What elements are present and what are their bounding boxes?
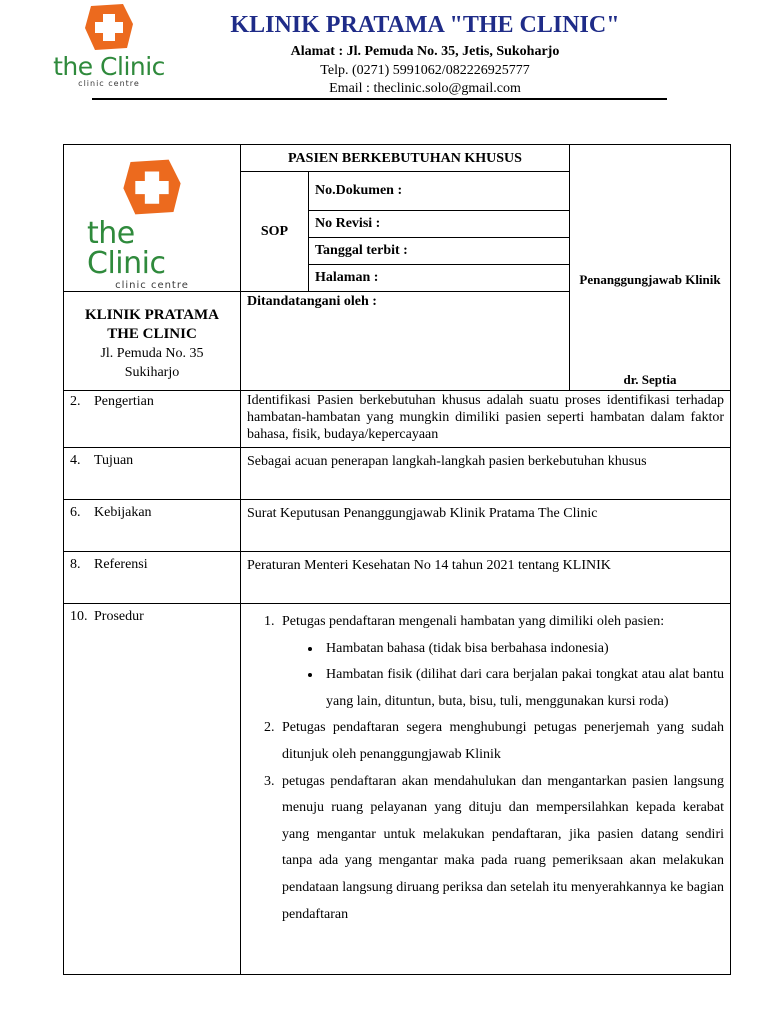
logo-subtitle: clinic centre	[78, 79, 140, 88]
procedure-step-3: 3. petugas pendaftaran akan mendahulukan dan mengantarkan pasien langsung menuju ruang pelayanan yang dituju dan mempersilahkan kepada kerabat yang mengantar untuk melakukan pendaftaran, jika pasien datang sendiri tanpa ada yang mengantar maka pada ruang pemeriksaan akan melakukan pendataan langsung diruang periksa dan setelah itu menyerahkannya ke bagian pendaftaran	[278, 769, 724, 929]
section-number: 8.	[70, 557, 81, 572]
responsible-label: Penanggungjawab Klinik	[579, 272, 721, 287]
table-logo-cell	[64, 145, 241, 292]
signed-by-field: Ditandatangani oleh :	[241, 292, 570, 391]
clinic-address-line2: Sukiharjo	[124, 365, 180, 380]
section-number: 6.	[70, 505, 81, 520]
responsible-cell	[570, 145, 731, 391]
procedure-list	[241, 609, 730, 928]
clinic-email: Email : theclinic.solo@gmail.com	[329, 81, 521, 96]
logo-wordmark: the Clinic	[87, 216, 166, 281]
section-label: Prosedur	[94, 609, 144, 624]
section-text-pengertian: Identifikasi Pasien berkebutuhan khusus adalah suatu proses identifikasi terhadap hambatan-hambatan yang mungkin dimiliki pasien seperti hambatan dalam faktor bahasa, fisik, budaya/kepercayaan	[241, 391, 731, 448]
procedure-step-1	[278, 609, 724, 715]
procedure-step-2: 2. Petugas pendaftaran segera menghubungi petugas penerjemah yang sudah ditunjuk oleh penanggungjawab Klinik	[278, 715, 724, 768]
header-logo	[50, 2, 168, 88]
section-text-prosedur	[241, 604, 731, 975]
document-title: PASIEN BERKEBUTUHAN KHUSUS	[241, 145, 570, 172]
clinic-cross-logo-icon	[83, 2, 135, 52]
procedure-bullet: • Hambatan fisik (dilihat dari cara berjalan pakai tongkat atau alat bantu yang lain, dituntun, buta, bisu, tuli, menggunakan kursi roda)	[322, 662, 724, 715]
section-row-prosedur	[64, 604, 731, 975]
section-number: 10.	[70, 609, 88, 624]
section-text-tujuan: Sebagai acuan penerapan langkah-langkah pasien berkebutuhan khusus	[241, 448, 731, 500]
clinic-name-line2: THE CLINIC	[107, 326, 197, 342]
table-logo	[87, 157, 217, 291]
clinic-name-line1: KLINIK PRATAMA	[84, 307, 220, 323]
clinic-address-line1: Jl. Pemuda No. 35	[100, 346, 204, 361]
section-label-kebijakan	[64, 500, 241, 552]
doctor-name: dr. Septia	[623, 372, 677, 387]
no-dokumen-field: No.Dokumen :	[309, 172, 570, 211]
section-text-kebijakan: Surat Keputusan Penanggungjawab Klinik Pratama The Clinic	[241, 500, 731, 552]
clinic-cross-logo-icon	[121, 157, 183, 217]
header-divider	[92, 98, 667, 100]
clinic-title: KLINIK PRATAMA "THE CLINIC"	[230, 12, 620, 38]
tanggal-terbit-field: Tanggal terbit :	[309, 238, 570, 265]
procedure-bullet: • Hambatan bahasa (tidak bisa berbahasa indonesia)	[322, 636, 724, 663]
section-number: 4.	[70, 453, 81, 468]
section-label-pengertian	[64, 391, 241, 448]
clinic-identity-cell	[64, 292, 241, 391]
section-label-prosedur	[64, 604, 241, 975]
logo-subtitle: clinic centre	[115, 280, 189, 291]
section-row-kebijakan	[64, 500, 731, 552]
section-label-tujuan	[64, 448, 241, 500]
section-row-referensi	[64, 552, 731, 604]
halaman-field: Halaman :	[309, 265, 570, 292]
sop-table	[63, 144, 731, 975]
procedure-bullets	[282, 636, 724, 716]
clinic-address: Alamat : Jl. Pemuda No. 35, Jetis, Sukoharjo	[290, 44, 560, 59]
section-text-referensi: Peraturan Menteri Kesehatan No 14 tahun 2021 tentang KLINIK	[241, 552, 731, 604]
procedure-step-text: Petugas pendaftaran mengenali hambatan yang dimiliki oleh pasien:	[282, 614, 665, 629]
section-number: 2.	[70, 394, 81, 409]
section-label: Referensi	[94, 557, 148, 572]
logo-wordmark: the Clinic	[53, 52, 165, 81]
section-label: Pengertian	[94, 394, 154, 409]
no-revisi-field: No Revisi :	[309, 211, 570, 238]
section-label: Kebijakan	[94, 505, 152, 520]
section-label: Tujuan	[94, 453, 134, 468]
section-label-referensi	[64, 552, 241, 604]
clinic-phone: Telp. (0271) 5991062/082226925777	[320, 63, 530, 78]
section-row-tujuan	[64, 448, 731, 500]
sop-label: SOP	[241, 172, 309, 292]
section-row-pengertian	[64, 391, 731, 448]
